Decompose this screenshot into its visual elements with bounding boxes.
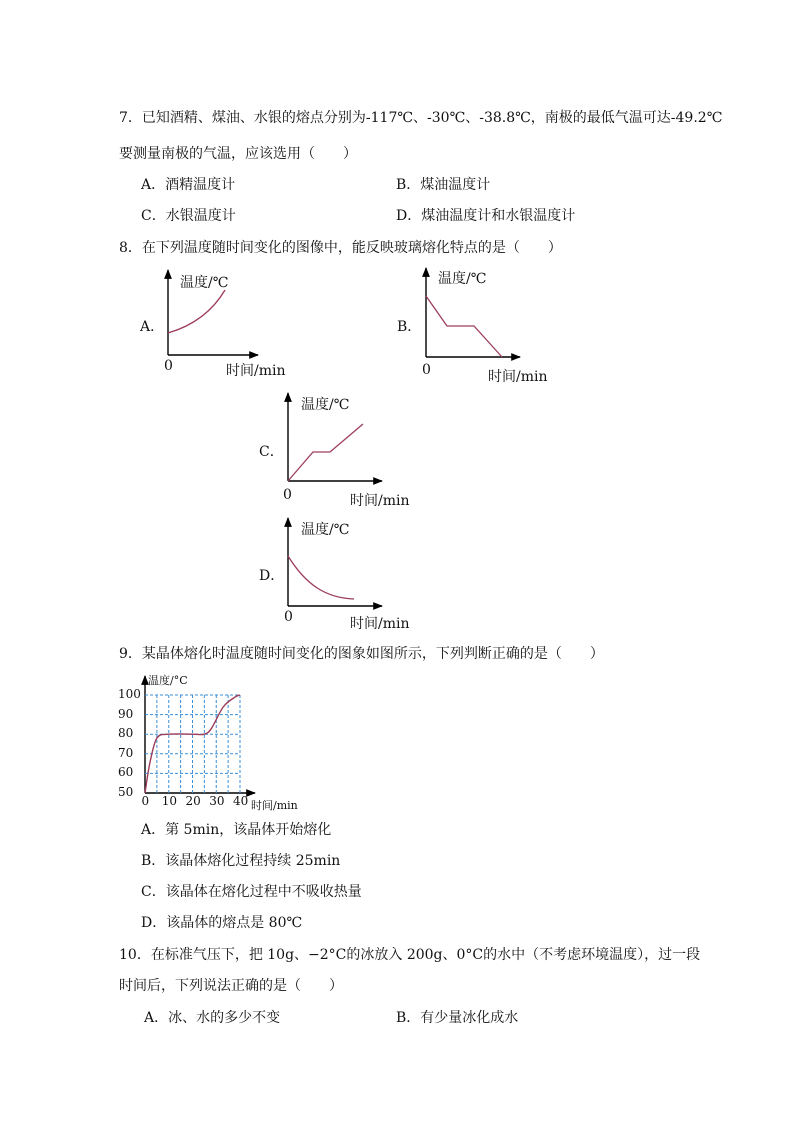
q8-graph-c xyxy=(288,393,382,481)
q9-y-tick-label: 50 xyxy=(118,785,134,799)
q9-chart xyxy=(145,676,255,793)
q8-graph-b-ylabel: 温度/℃ xyxy=(438,271,487,287)
q8-graph-a-ylabel: 温度/℃ xyxy=(180,275,229,291)
q8-graph-b-label: B． xyxy=(397,319,422,335)
q9-y-tick-label: 70 xyxy=(118,745,134,760)
q9-y-tick-label: 100 xyxy=(118,687,141,701)
q7-option-a: A．酒精温度计 xyxy=(141,177,236,193)
q8-graph-d-origin: 0 xyxy=(284,609,293,625)
q8-graph-c-origin: 0 xyxy=(283,487,292,503)
q9-chart-ylabel: 温度/°C xyxy=(148,674,188,687)
q9-temperature-curve xyxy=(145,695,240,793)
q9-x-tick-label: 0 xyxy=(141,794,150,808)
q10-option-a: A．冰、水的多少不变 xyxy=(144,1010,281,1026)
q9-option-b: B．该晶体熔化过程持续 25min xyxy=(141,853,341,869)
q8-graph-d-ylabel: 温度/℃ xyxy=(301,522,350,538)
q7-option-b: B．煤油温度计 xyxy=(396,177,491,193)
q8-graph-a-curve xyxy=(168,290,225,333)
q8-graph-c-label: C． xyxy=(259,444,284,460)
q9-stem: 9．某晶体熔化时温度随时间变化的图象如图所示，下列判断正确的是（ ） xyxy=(119,646,604,662)
q8-graph-b-curve xyxy=(426,296,502,357)
q8-graph-a-origin: 0 xyxy=(164,358,173,374)
q8-graph-b xyxy=(426,268,520,357)
q9-option-d: D．该晶体的熔点是 80℃ xyxy=(141,915,303,931)
q8-graph-b-xlabel: 时间/min xyxy=(488,369,548,385)
q9-y-tick-label: 60 xyxy=(118,765,134,780)
q9-x-tick-label: 40 xyxy=(233,794,249,808)
q8-graph-a xyxy=(168,270,258,355)
q10-option-b: B．有少量冰化成水 xyxy=(396,1010,519,1026)
q8-graph-d-curve xyxy=(288,556,354,599)
q9-x-tick-label: 10 xyxy=(161,794,178,808)
q9-option-c: C．该晶体在熔化过程中不吸收热量 xyxy=(141,884,362,900)
q8-graph-d-label: D． xyxy=(259,568,285,584)
q8-stem: 8．在下列温度随时间变化的图像中，能反映玻璃熔化特点的是（ ） xyxy=(119,240,562,256)
q8-graph-d xyxy=(288,518,382,606)
q10-stem-line2: 时间后，下列说法正确的是（ ） xyxy=(119,978,343,994)
q7-option-c: C．水银温度计 xyxy=(141,208,236,224)
q10-stem-line1: 10．在标准气压下，把 10g、−2°C的冰放入 200g、0°C的水中（不考虑环境温度），过一段 xyxy=(119,947,701,963)
q7-stem-line1: 7．已知酒精、煤油、水银的熔点分别为-117℃、-30℃、-38.8℃，南极的最低气温可达-49.2℃ xyxy=(119,110,723,126)
q9-x-tick-label: 30 xyxy=(209,794,225,808)
q8-graph-b-origin: 0 xyxy=(422,362,431,378)
q7-option-d: D．煤油温度计和水银温度计 xyxy=(396,208,576,224)
q9-option-a: A．第 5min，该晶体开始熔化 xyxy=(141,822,332,838)
q8-graph-d-xlabel: 时间/min xyxy=(350,616,410,632)
q8-graph-c-curve xyxy=(288,424,363,481)
q9-x-tick-label: 20 xyxy=(185,794,201,808)
q9-chart-xlabel: 时间/min xyxy=(251,799,298,812)
q9-y-tick-label: 80 xyxy=(118,726,134,741)
q8-graph-a-label: A． xyxy=(140,319,165,335)
q7-stem-line2: 要测量南极的气温，应该选用（ ） xyxy=(119,146,357,162)
q8-graph-c-xlabel: 时间/min xyxy=(350,493,410,509)
q8-graph-c-ylabel: 温度/℃ xyxy=(301,397,350,413)
q9-y-tick-label: 90 xyxy=(118,706,134,721)
q8-graph-a-xlabel: 时间/min xyxy=(226,363,286,379)
